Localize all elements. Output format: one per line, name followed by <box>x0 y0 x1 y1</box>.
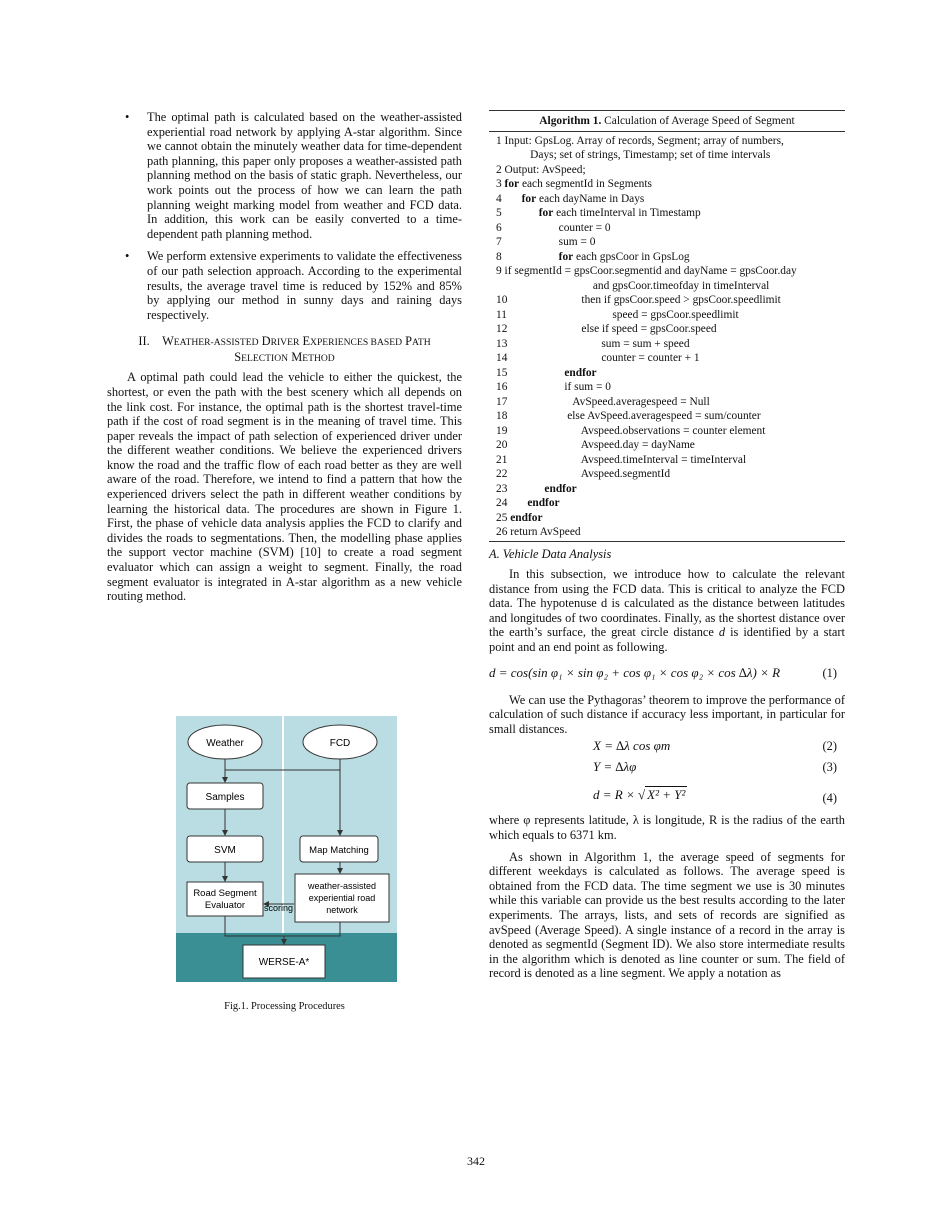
keyword: endfor <box>510 511 543 524</box>
list-item <box>107 110 462 241</box>
algorithm-line: 6 counter = 0 <box>496 221 611 234</box>
equation-body: Y = ∆λφ <box>593 759 637 775</box>
bullet-text: We perform extensive experiments to validate the effectiveness of our path selection approach. According to the experimental results, the average travel time is reduced by 152% and 85% by applying our method in sunny days and raining days respectively. <box>147 249 462 322</box>
flow-diagram <box>176 716 397 982</box>
algorithm-line: 22 Avspeed.segmentId <box>496 468 671 480</box>
keyword: for <box>504 178 520 190</box>
algorithm-line: 5 for each timeInterval in Timestamp <box>496 207 701 219</box>
network-label-3: network <box>326 905 358 915</box>
algorithm-line: Days; set of strings, Timestamp; set of time intervals <box>496 149 771 161</box>
equation-number: (2) <box>822 739 837 754</box>
algorithm-line: 4 for each dayName in Days <box>496 192 645 205</box>
algorithm-line: 1 Input: GpsLog. Array of records, Segment; array of numbers, <box>496 134 784 147</box>
algorithm-body <box>489 132 845 541</box>
list-item <box>107 249 462 322</box>
scoring-label: scoring <box>264 903 294 913</box>
algorithm-line: 18 else AvSpeed.averagespeed = sum/counter <box>496 410 761 422</box>
svm-label: SVM <box>214 845 236 856</box>
equation-number: (1) <box>822 665 837 680</box>
keyword: for <box>538 207 554 219</box>
keyword: for <box>558 250 574 263</box>
keyword: endfor <box>564 366 597 379</box>
section-paragraph: A optimal path could lead the vehicle to either the quickest, the shortest, or even the path with the best scenery which all depends on the link cost. For instance, the optimal path is the shortest travel-time path if the cost of road segment is in the meaning of travel time. This paper reveals the impact of path selection of experienced driver under the different weather conditions. We believe the experienced drivers know the road and the traffic flow of each road better as they are well aware of the road. Therefore, we intend to find a pattern that how the experienced drivers select the path in different weather conditions by learning the historical data. The procedures are shown in Figure 1. First, the phase of vehicle data analysis applies the FCD to clarify and divides the roads to segmentations. Then, the modelling phase applies the support vector machine (SVM) [10] to create a road segment evaluator which can assign a weight to segment. Finally, the road segment evaluator is integrated in A-star algorithm as a new vehicle routing method. <box>107 370 462 604</box>
left-column <box>107 110 462 604</box>
right-column <box>489 110 845 981</box>
algorithm-line: 11 speed = gpsCoor.speedlimit <box>496 308 739 321</box>
equation-number: (4) <box>822 791 837 806</box>
algorithm-line: 10 then if gpsCoor.speed > gpsCoor.speedlimit <box>496 294 781 306</box>
bullet-icon: • <box>125 110 130 124</box>
paragraph: We can use the Pythagoras’ theorem to improve the performance of calculation of such distance if accuracy less important, in particular for small distances. <box>489 692 845 736</box>
algorithm-line: 23 endfor <box>496 482 577 495</box>
algorithm-line: 26 return AvSpeed <box>496 526 581 538</box>
equation-body: d = R × √ X² + Y² <box>593 787 686 803</box>
bullet-text: The optimal path is calculated based on the weather-assisted experiential road network by applying A-star algorithm. Since we cannot obtain the minutely weather data for time-dependent path planning, this paper only proposes a weather-assisted path planning method on the basis of static graph. Nevertheless, our work points out the process of how we can learn the path planning weight marking model from weather and FCD data. In addition, this work can be easily converted to a time-dependent path planning method. <box>147 110 462 241</box>
algorithm-line: 2 Output: AvSpeed; <box>496 163 586 176</box>
page-number: 342 <box>467 1154 485 1168</box>
paragraph: In this subsection, we introduce how to calculate the relevant distance from using the FCD data. This is critical to analyze the FCD data. The hypotenuse d is calculated as the distance between latitudes and longitudes of two coordinates. Finally, as the shortest distance over the earth’s surface, the great circle distance d is identified by a start point and an end point as following. <box>489 567 845 655</box>
equation-body: X = ∆λ cos φm <box>593 738 671 754</box>
keyword: endfor <box>527 497 560 509</box>
algorithm-line: 25 endfor <box>496 511 543 524</box>
algorithm-line: 8 for each gpsCoor in GpsLog <box>496 250 690 263</box>
weather-label: Weather <box>206 738 244 749</box>
network-label-1: weather-assisted <box>307 881 377 891</box>
samples-label: Samples <box>205 792 245 803</box>
equation-2 <box>489 736 845 757</box>
algorithm-line: 17 AvSpeed.averagespeed = Null <box>496 395 710 408</box>
algorithm-line: 24 endfor <box>496 497 560 509</box>
algorithm-line: 15 endfor <box>496 366 597 379</box>
werse-label: WERSE-A* <box>258 957 310 968</box>
algorithm-title: Algorithm 1. Calculation of Average Speed of Segment <box>489 111 845 132</box>
figure-caption: Fig.1. Processing Procedures <box>224 1001 345 1012</box>
algorithm-line: 3 for each segmentId in Segments <box>496 178 652 190</box>
algorithm-line: 20 Avspeed.day = dayName <box>496 439 695 451</box>
evaluator-label-2: Evaluator <box>204 900 246 911</box>
algorithm-box <box>489 110 845 542</box>
keyword: endfor <box>544 482 577 495</box>
processing-figure <box>176 716 397 982</box>
algorithm-line: 12 else if speed = gpsCoor.speed <box>496 323 717 335</box>
algorithm-line: 7 sum = 0 <box>496 236 596 248</box>
equation-body: d = cos(sin φ₁ × sin φ₂ + cos φ₁ × cos φ₂ × cos ∆λ) × R <box>489 664 781 680</box>
paragraph: As shown in Algorithm 1, the average speed of segments for different weekdays is calculated as follows. The average speed is obtained from the FCD data. The time segment we use is 30 minutes while this variable can provide us the best results according to the later experiments. The arrays, lists, and sets of records are signified as avSpeed (Average Speed). A single instance of a record in the array is denoted as segmentId (Segment ID). We also store intermediate results in the algorithm which is denoted as line counter or sum. The field of record is denoted as a line segment. We apply a notation as <box>489 849 845 981</box>
fcd-label: FCD <box>329 738 351 749</box>
algorithm-line: 13 sum = sum + speed <box>496 337 690 350</box>
algorithm-line: and gpsCoor.timeofday in timeInterval <box>496 279 770 292</box>
section-number: II. <box>138 334 150 349</box>
algorithm-line: 16 if sum = 0 <box>496 381 611 393</box>
network-label-2: experiential road <box>308 893 376 903</box>
algorithm-line: 19 Avspeed.observations = counter element <box>496 424 766 437</box>
algorithm-line: 14 counter = counter + 1 <box>496 352 700 364</box>
equation-1 <box>489 663 845 687</box>
section-heading: II. WEATHER-ASSISTED DRIVER EXPERIENCES BASED PATH SELECTION METHOD <box>138 334 431 365</box>
subsection-heading: A. Vehicle Data Analysis <box>489 546 612 561</box>
bullet-icon: • <box>125 249 130 264</box>
algorithm-line: 21 Avspeed.timeInterval = timeInterval <box>496 453 747 466</box>
map-matching-label: Map Matching <box>309 845 369 856</box>
equation-4 <box>489 783 845 811</box>
keyword: for <box>521 192 537 205</box>
algorithm-line: 9 if segmentId = gpsCoor.segmentid and dayName = gpsCoor.day <box>496 265 797 277</box>
equation-number: (3) <box>822 760 837 775</box>
equation-3 <box>489 757 845 783</box>
sqrt-icon: √ <box>638 787 646 803</box>
paragraph: where φ represents latitude, λ is longitude, R is the radius of the earth which equals to 6371 km. <box>489 813 845 843</box>
evaluator-label-1: Road Segment <box>193 888 257 899</box>
contribution-list <box>107 110 462 322</box>
